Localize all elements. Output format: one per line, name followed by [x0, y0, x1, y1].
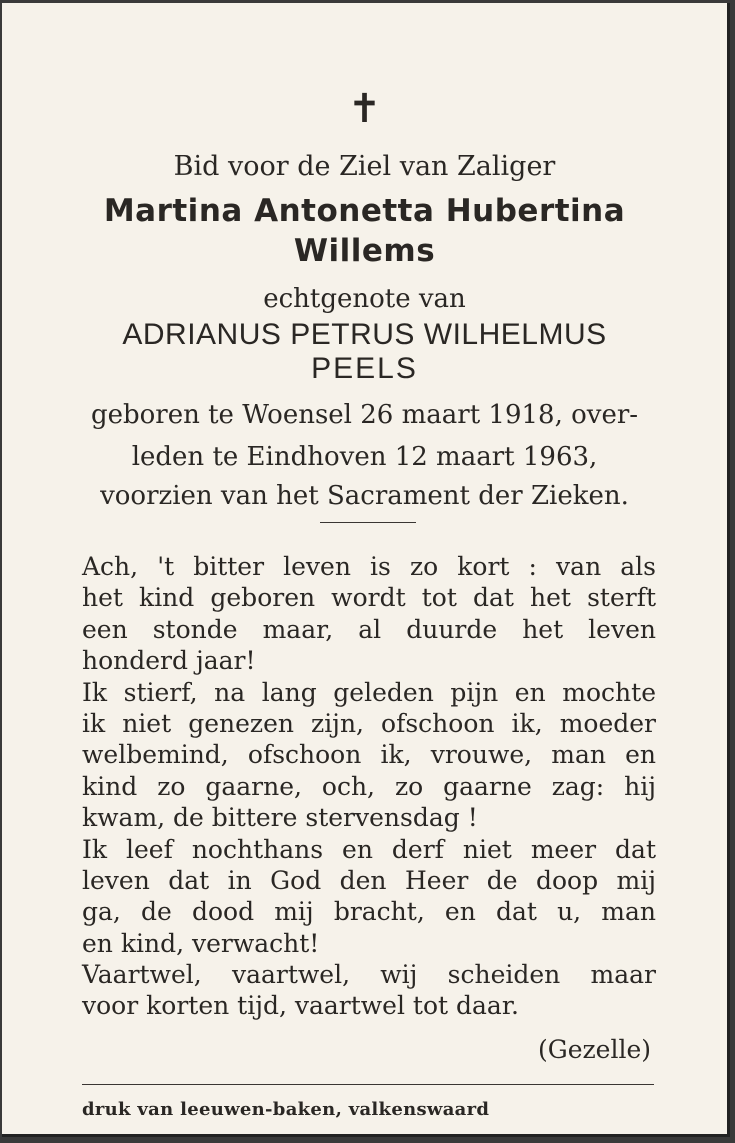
poem-line: ga, de dood mij bracht, en dat u, man — [82, 897, 656, 927]
poem-line: welbemind, ofschoon ik, vrouwe, man en — [82, 740, 656, 770]
poem-line: voor korten tijd, vaartwel tot daar. — [82, 991, 519, 1021]
life-details-line1: geboren te Woensel 26 maart 1918, over- — [90, 400, 639, 430]
memorial-card — [2, 3, 730, 1137]
printer-credit: druk van leeuwen-baken, valkenswaard — [82, 1099, 490, 1120]
deceased-name-line1: Martina Antonetta Hubertina — [103, 193, 626, 229]
poem-line: Ik leef nochthans en derf niet meer dat — [82, 834, 656, 864]
divider — [320, 522, 416, 523]
poem — [82, 551, 656, 1022]
deceased-name-line2: Willems — [293, 233, 436, 269]
life-details-line3: voorzien van het Sacrament der Zieken. — [100, 481, 629, 511]
poem-line: Ach, 't bitter leven is zo kort : van als — [82, 552, 656, 581]
spouse-name-line1: ADRIANUS PETRUS WILHELMUS — [122, 318, 607, 351]
poem-line: het kind geboren wordt tot dat het sterft — [82, 583, 656, 613]
poem-line: Vaartwel, vaartwel, wij scheiden maar — [82, 960, 656, 990]
prayer-heading: Bid voor de Ziel van Zaliger — [173, 151, 556, 182]
poem-line: kind zo gaarne, och, zo gaarne zag: hij — [82, 771, 656, 801]
poem-line: leven dat in God den Heer de doop mij — [82, 865, 656, 895]
poem-line: Ik stierf, na lang geleden pijn en mochte — [82, 677, 656, 707]
life-details-line2: leden te Eindhoven 12 maart 1963, — [131, 442, 598, 472]
relation-text: echtgenote van — [263, 284, 466, 314]
poem-line: ik niet genezen zijn, ofschoon ik, moeder — [82, 708, 656, 738]
poem-line: honderd jaar! — [82, 646, 256, 676]
cross-icon: ✝ — [347, 86, 382, 132]
poem-line: een stonde maar, al duurde het leven — [82, 614, 656, 644]
poem-attribution: (Gezelle) — [537, 1035, 651, 1064]
poem-line: en kind, verwacht! — [82, 928, 320, 958]
poem-line: kwam, de bittere stervensdag ! — [82, 803, 478, 833]
spouse-name-line2: PEELS — [311, 352, 418, 385]
footer-divider — [82, 1084, 654, 1085]
